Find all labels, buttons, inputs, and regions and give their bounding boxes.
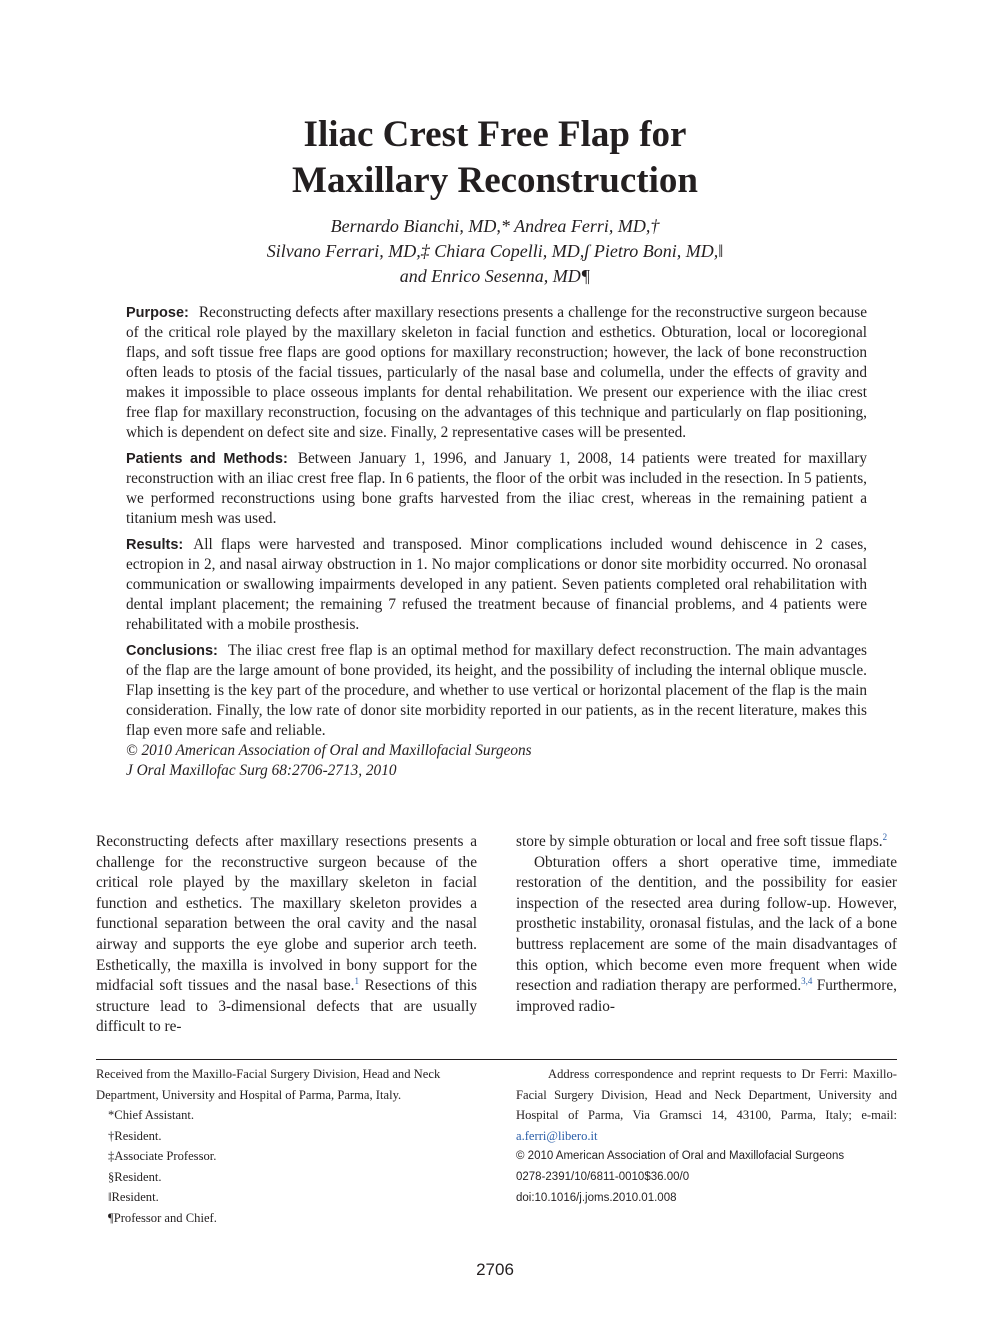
abstract-citation: J Oral Maxillofac Surg 68:2706-2713, 2010 xyxy=(126,762,397,779)
body-paragraph xyxy=(96,832,477,1038)
results-label: Results: xyxy=(126,537,184,553)
footnotes-affiliations xyxy=(96,1064,477,1228)
abstract-methods xyxy=(126,449,867,529)
abstract-copyright: © 2010 American Association of Oral and Maxillofacial Surgeons xyxy=(126,742,532,759)
reference-link[interactable]: 1 xyxy=(354,976,359,987)
purpose-label: Purpose: xyxy=(126,305,189,321)
authors-line-1: Bernardo Bianchi, MD,* Andrea Ferri, MD,† xyxy=(330,216,660,236)
footnote-item: ‖Resident. xyxy=(108,1190,159,1204)
author-list xyxy=(0,214,990,289)
correspondence-address xyxy=(516,1064,897,1146)
methods-text: Between January 1, 1996, and January 1, 2008, 14 patients were treated for maxillary reconstruction with an iliac crest free flap. In 6 patients, the floor of the orbit was included in the resection. In 5 patients, we performed reconstructions using bone grafts harvested from the iliac crest, whereas in the remaining patient a titanium mesh was used. xyxy=(126,450,868,527)
body-text: Obturation offers a short operative time, immediate restoration of the dentition, and the possibility for easier inspection of the resected area during follow-up. However, prosthetic instability, oronasal fistulas, and the lack of a bone buttress replacement are some of the main disadvantages of this option, which become even more frequent when wide resection and radiation therapy are performed. xyxy=(516,853,897,995)
footnote-copyright: © 2010 American Association of Oral and Maxillofacial Surgeons xyxy=(516,1150,845,1162)
body-paragraph xyxy=(516,853,897,1018)
article-title xyxy=(0,112,990,204)
page-number: 2706 xyxy=(476,1260,514,1279)
abstract-results xyxy=(126,535,867,635)
abstract-conclusions xyxy=(126,641,867,741)
footnote-item: §Resident. xyxy=(108,1169,162,1184)
footnote-item: *Chief Assistant. xyxy=(108,1108,195,1122)
footnote-issn: 0278-2391/10/6811-0010$36.00/0 xyxy=(516,1171,690,1183)
footnote-item: ‡Associate Professor. xyxy=(108,1149,217,1163)
abstract xyxy=(126,303,867,781)
body-column-right xyxy=(516,832,897,1017)
footnote-item: †Resident. xyxy=(108,1128,162,1143)
reference-link[interactable]: 2 xyxy=(882,832,888,842)
body-text: Resections of this structure lead to 3-dimensional defects that are usually difficult to re- xyxy=(96,977,478,1036)
title-line-2: Maxillary Reconstruction xyxy=(292,160,698,201)
footnotes-correspondence xyxy=(516,1064,897,1209)
footnote-item: ¶Professor and Chief. xyxy=(108,1210,217,1225)
methods-label: Patients and Methods: xyxy=(126,451,288,467)
abstract-purpose xyxy=(126,303,867,443)
footnote-divider xyxy=(96,1059,897,1060)
footnote-received: Received from the Maxillo-Facial Surgery Division, Head and Neck Department, University and Hospital of Parma, Parma, Italy. xyxy=(96,1067,441,1102)
body-text: store by simple obturation or local and free soft tissue flaps. xyxy=(516,833,883,850)
title-line-1: Iliac Crest Free Flap for xyxy=(303,114,687,155)
results-text: All flaps were harvested and transposed. Minor complications included wound dehiscence in 2 cases, ectropion in 2, and nasal airway obstruction in 1. No major complications or donor site morbidity occurred. No oronasal communication or swallowing impairments developed in any patient. Seven patients completed oral rehabilitation with dental implant placement; the remaining 7 refused the treatment because of financial problems, and 4 patients were rehabilitated with a mobile prosthesis. xyxy=(126,536,867,633)
authors-line-2: Silvano Ferrari, MD,‡ Chiara Copelli, MD,ʃ Pietro Boni, MD,‖ xyxy=(266,241,724,261)
purpose-text: Reconstructing defects after maxillary resections presents a challenge for the reconstructive surgeon because of the critical role played by the maxillary skeleton in facial function and esthetics. Obturation, local or locoregional flaps, and soft tissue free flaps are good options for maxillary reconstruction; however, the lack of bone reconstruction often leads to ptosis of the facial tissues, particularly of the nasal base and columella, under the effects of gravity and makes it impossible to place osseous implants for dental rehabilitation. We present our experience with the iliac crest free flap for maxillary reconstruction, focusing on the advantages of this technique and particularly on flap positioning, which is dependent on defect site and size. Finally, 2 representative cases will be presented. xyxy=(126,304,867,441)
conclusions-text: The iliac crest free flap is an optimal method for maxillary defect reconstruction. The main advantages of the flap are the large amount of bone provided, its height, and the possibility of including the internal oblique muscle. Flap insetting is the key part of the procedure, and whether to use vertical or horizontal placement of the flap is the main consideration. Finally, the low rate of donor site morbidity reported in our patients, as in the recent literature, makes this flap even more safe and reliable. xyxy=(126,642,867,739)
body-paragraph xyxy=(516,832,897,853)
email-link[interactable]: a.ferri@libero.it xyxy=(516,1128,598,1143)
footnote-doi: doi:10.1016/j.joms.2010.01.008 xyxy=(516,1192,677,1204)
address-text: Address correspondence and reprint requests to Dr Ferri: Maxillo-Facial Surgery Division, Head and Neck Department, University and Hospital of Parma, Via Gramsci 14, 43100, Parma, Italy; e-mail: xyxy=(516,1067,897,1122)
conclusions-label: Conclusions: xyxy=(126,643,218,659)
authors-line-3: and Enrico Sesenna, MD¶ xyxy=(399,266,591,286)
body-text: Furthermore, improved radio- xyxy=(516,977,897,1015)
body-column-left xyxy=(96,832,477,1038)
body-text: Reconstructing defects after maxillary resections presents a challenge for the reconstructive surgeon because of the critical role played by the maxillary skeleton in facial function and esthetics. The maxillary skeleton provides a functional separation between the oral cavity and the nasal airway and supports the eye globe and superior arch teeth. Esthetically, the maxilla is involved in bony support for the midfacial soft tissues and the nasal base. xyxy=(96,833,477,995)
reference-link[interactable]: 3,4 xyxy=(801,976,813,987)
